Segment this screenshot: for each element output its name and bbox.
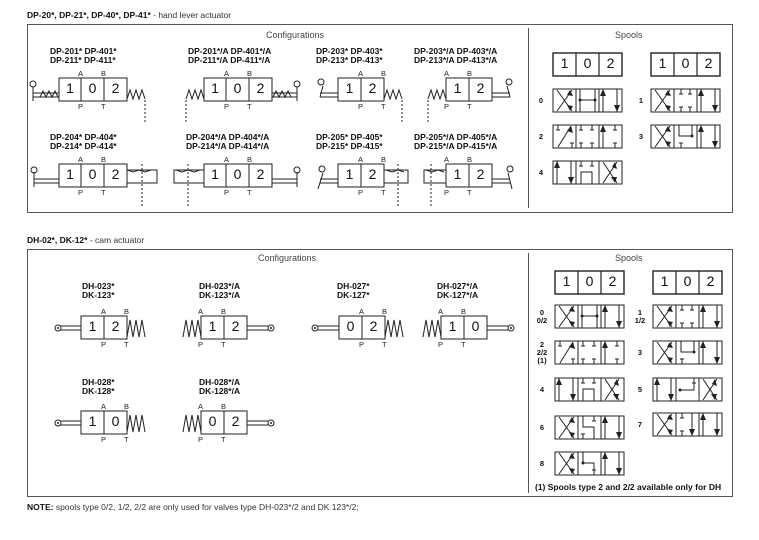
port-t: T bbox=[221, 435, 226, 444]
note bbox=[27, 502, 359, 512]
spools-footnote: (1) Spools type 2 and 2/2 available only for DH bbox=[535, 482, 722, 492]
position-label: 1 bbox=[345, 80, 354, 96]
position-label: 2 bbox=[256, 80, 265, 96]
config-code: DH-027*/A DK-127*/A bbox=[437, 281, 479, 300]
config-code: DP-201*/A DP-401*/A DP-211*/A DP-411*/A bbox=[188, 46, 272, 65]
port-b: B bbox=[124, 307, 130, 316]
port-b: B bbox=[382, 307, 388, 316]
port-t: T bbox=[101, 102, 106, 111]
port-t: T bbox=[124, 340, 129, 349]
position-label: 0 bbox=[88, 80, 97, 96]
spool-header-cell: 0 bbox=[585, 273, 594, 289]
position-label: 1 bbox=[208, 318, 217, 334]
port-t: T bbox=[124, 435, 129, 444]
section2-spools-header: Spools bbox=[615, 253, 643, 263]
note-text: spools type 0/2, 1/2, 2/2 are only used for valves type DH-023*/2 and DK 123*/2; bbox=[53, 502, 359, 512]
port-p: P bbox=[438, 340, 444, 349]
port-a: A bbox=[359, 307, 365, 316]
spool-header-cell: 0 bbox=[681, 55, 690, 71]
port-b: B bbox=[467, 155, 473, 164]
port-a: A bbox=[198, 307, 204, 316]
position-label: 0 bbox=[111, 413, 120, 429]
config-code: DP-204*/A DP-404*/A DP-214*/A DP-414*/A bbox=[186, 132, 270, 151]
port-b: B bbox=[247, 155, 253, 164]
config-code: DH-023* DK-123* bbox=[82, 281, 115, 300]
port-p: P bbox=[224, 102, 230, 111]
port-a: A bbox=[358, 155, 364, 164]
section1-spools-header: Spools bbox=[615, 30, 643, 40]
port-a: A bbox=[224, 69, 230, 78]
spool-header-cell: 1 bbox=[658, 55, 667, 71]
port-t: T bbox=[467, 188, 472, 197]
config-code: DP-203*/A DP-403*/A DP-213*/A DP-413*/A bbox=[414, 46, 498, 65]
port-p: P bbox=[198, 435, 204, 444]
spool-header-cell: 2 bbox=[706, 273, 715, 289]
port-b: B bbox=[221, 307, 227, 316]
spool-header-cell: 0 bbox=[683, 273, 692, 289]
spool-number: 0 bbox=[538, 96, 544, 105]
port-a: A bbox=[78, 69, 84, 78]
port-p: P bbox=[444, 188, 450, 197]
port-a: A bbox=[101, 307, 107, 316]
port-p: P bbox=[78, 188, 84, 197]
section2-title-bold: DH-02*, DK-12* bbox=[27, 235, 88, 245]
port-b: B bbox=[101, 155, 107, 164]
position-label: 1 bbox=[66, 80, 74, 96]
spool-header-cell: 2 bbox=[704, 55, 713, 71]
position-label: 1 bbox=[211, 166, 219, 182]
spool-number: 3 bbox=[638, 132, 644, 141]
spool-number: 1 bbox=[638, 96, 644, 105]
position-label: 2 bbox=[231, 413, 240, 429]
spool-number: 4 bbox=[539, 385, 545, 394]
position-label: 2 bbox=[476, 80, 485, 96]
port-p: P bbox=[101, 340, 107, 349]
config-code: DH-028*/A DK-128*/A bbox=[199, 377, 241, 396]
port-a: A bbox=[438, 307, 444, 316]
position-label: 2 bbox=[111, 166, 120, 182]
note-label: NOTE: bbox=[27, 502, 54, 512]
port-a: A bbox=[444, 155, 450, 164]
port-p: P bbox=[358, 188, 364, 197]
config-code: DP-203* DP-403* DP-213* DP-413* bbox=[316, 46, 383, 65]
config-code: DH-028* DK-128* bbox=[82, 377, 115, 396]
position-label: 0 bbox=[233, 166, 242, 182]
spool-number: 3 bbox=[637, 348, 643, 357]
section1-title-rest: - hand lever actuator bbox=[150, 10, 232, 20]
spool-number: 2 bbox=[538, 132, 544, 141]
port-p: P bbox=[224, 188, 230, 197]
port-p: P bbox=[101, 435, 107, 444]
config-code: DP-205* DP-405* DP-215* DP-415* bbox=[316, 132, 383, 151]
section2-configurations-header: Configurations bbox=[258, 253, 317, 263]
position-label: 2 bbox=[476, 166, 485, 182]
port-p: P bbox=[358, 102, 364, 111]
position-label: 2 bbox=[111, 318, 120, 334]
port-p: P bbox=[359, 340, 365, 349]
position-label: 1 bbox=[453, 80, 462, 96]
section2-title-rest: - cam actuator bbox=[87, 235, 145, 245]
config-code: DP-205*/A DP-405*/A DP-215*/A DP-415*/A bbox=[414, 132, 498, 151]
position-label: 2 bbox=[231, 318, 240, 334]
position-label: 1 bbox=[88, 413, 97, 429]
position-label: 0 bbox=[88, 166, 97, 182]
position-label: 2 bbox=[256, 166, 265, 182]
port-t: T bbox=[101, 188, 106, 197]
port-b: B bbox=[101, 69, 107, 78]
config-code: DP-204* DP-404* DP-214* DP-414* bbox=[50, 132, 117, 151]
position-label: 0 bbox=[233, 80, 242, 96]
port-b: B bbox=[461, 307, 467, 316]
spool-number: 1 1/2 bbox=[634, 308, 646, 325]
spool-header-cell: 0 bbox=[583, 55, 592, 71]
config-code: DP-201* DP-401* DP-211* DP-411* bbox=[50, 46, 117, 65]
port-t: T bbox=[467, 102, 472, 111]
position-label: 2 bbox=[368, 166, 377, 182]
position-label: 0 bbox=[346, 318, 355, 334]
position-label: 1 bbox=[66, 166, 74, 182]
position-label: 0 bbox=[208, 413, 217, 429]
port-p: P bbox=[198, 340, 204, 349]
port-a: A bbox=[101, 402, 107, 411]
port-t: T bbox=[247, 188, 252, 197]
position-label: 1 bbox=[88, 318, 97, 334]
port-b: B bbox=[124, 402, 130, 411]
section1-title-bold: DP-20*, DP-21*, DP-40*, DP-41* bbox=[27, 10, 151, 20]
port-a: A bbox=[198, 402, 204, 411]
port-t: T bbox=[247, 102, 252, 111]
spool-number: 7 bbox=[637, 420, 643, 429]
port-b: B bbox=[381, 155, 387, 164]
config-code: DH-027* DK-127* bbox=[337, 281, 370, 300]
position-label: 1 bbox=[211, 80, 219, 96]
spool-number: 8 bbox=[539, 459, 545, 468]
spool-header-cell: 2 bbox=[606, 55, 615, 71]
spool-header-cell: 1 bbox=[562, 273, 571, 289]
port-a: A bbox=[224, 155, 230, 164]
spool-number: 5 bbox=[637, 385, 643, 394]
port-t: T bbox=[461, 340, 466, 349]
spool-header-cell: 1 bbox=[660, 273, 669, 289]
position-label: 2 bbox=[111, 80, 120, 96]
port-a: A bbox=[358, 69, 364, 78]
port-b: B bbox=[247, 69, 253, 78]
spool-header-cell: 2 bbox=[608, 273, 617, 289]
position-label: 0 bbox=[471, 318, 480, 334]
port-b: B bbox=[221, 402, 227, 411]
port-b: B bbox=[381, 69, 387, 78]
port-b: B bbox=[467, 69, 473, 78]
config-code: DH-023*/A DK-123*/A bbox=[199, 281, 241, 300]
port-t: T bbox=[382, 340, 387, 349]
position-label: 1 bbox=[453, 166, 462, 182]
position-label: 1 bbox=[448, 318, 457, 334]
position-label: 2 bbox=[368, 80, 377, 96]
spool-number: 2 2/2 (1) bbox=[536, 340, 548, 365]
port-t: T bbox=[381, 102, 386, 111]
port-p: P bbox=[444, 102, 450, 111]
section1-configurations-header: Configurations bbox=[266, 30, 325, 40]
position-label: 2 bbox=[369, 318, 378, 334]
port-p: P bbox=[78, 102, 84, 111]
port-a: A bbox=[444, 69, 450, 78]
port-a: A bbox=[78, 155, 84, 164]
spool-number: 0 0/2 bbox=[536, 308, 548, 325]
position-label: 1 bbox=[345, 166, 354, 182]
spool-number: 4 bbox=[538, 168, 544, 177]
port-t: T bbox=[381, 188, 386, 197]
spool-header-cell: 1 bbox=[560, 55, 569, 71]
spool-number: 6 bbox=[539, 423, 545, 432]
port-t: T bbox=[221, 340, 226, 349]
